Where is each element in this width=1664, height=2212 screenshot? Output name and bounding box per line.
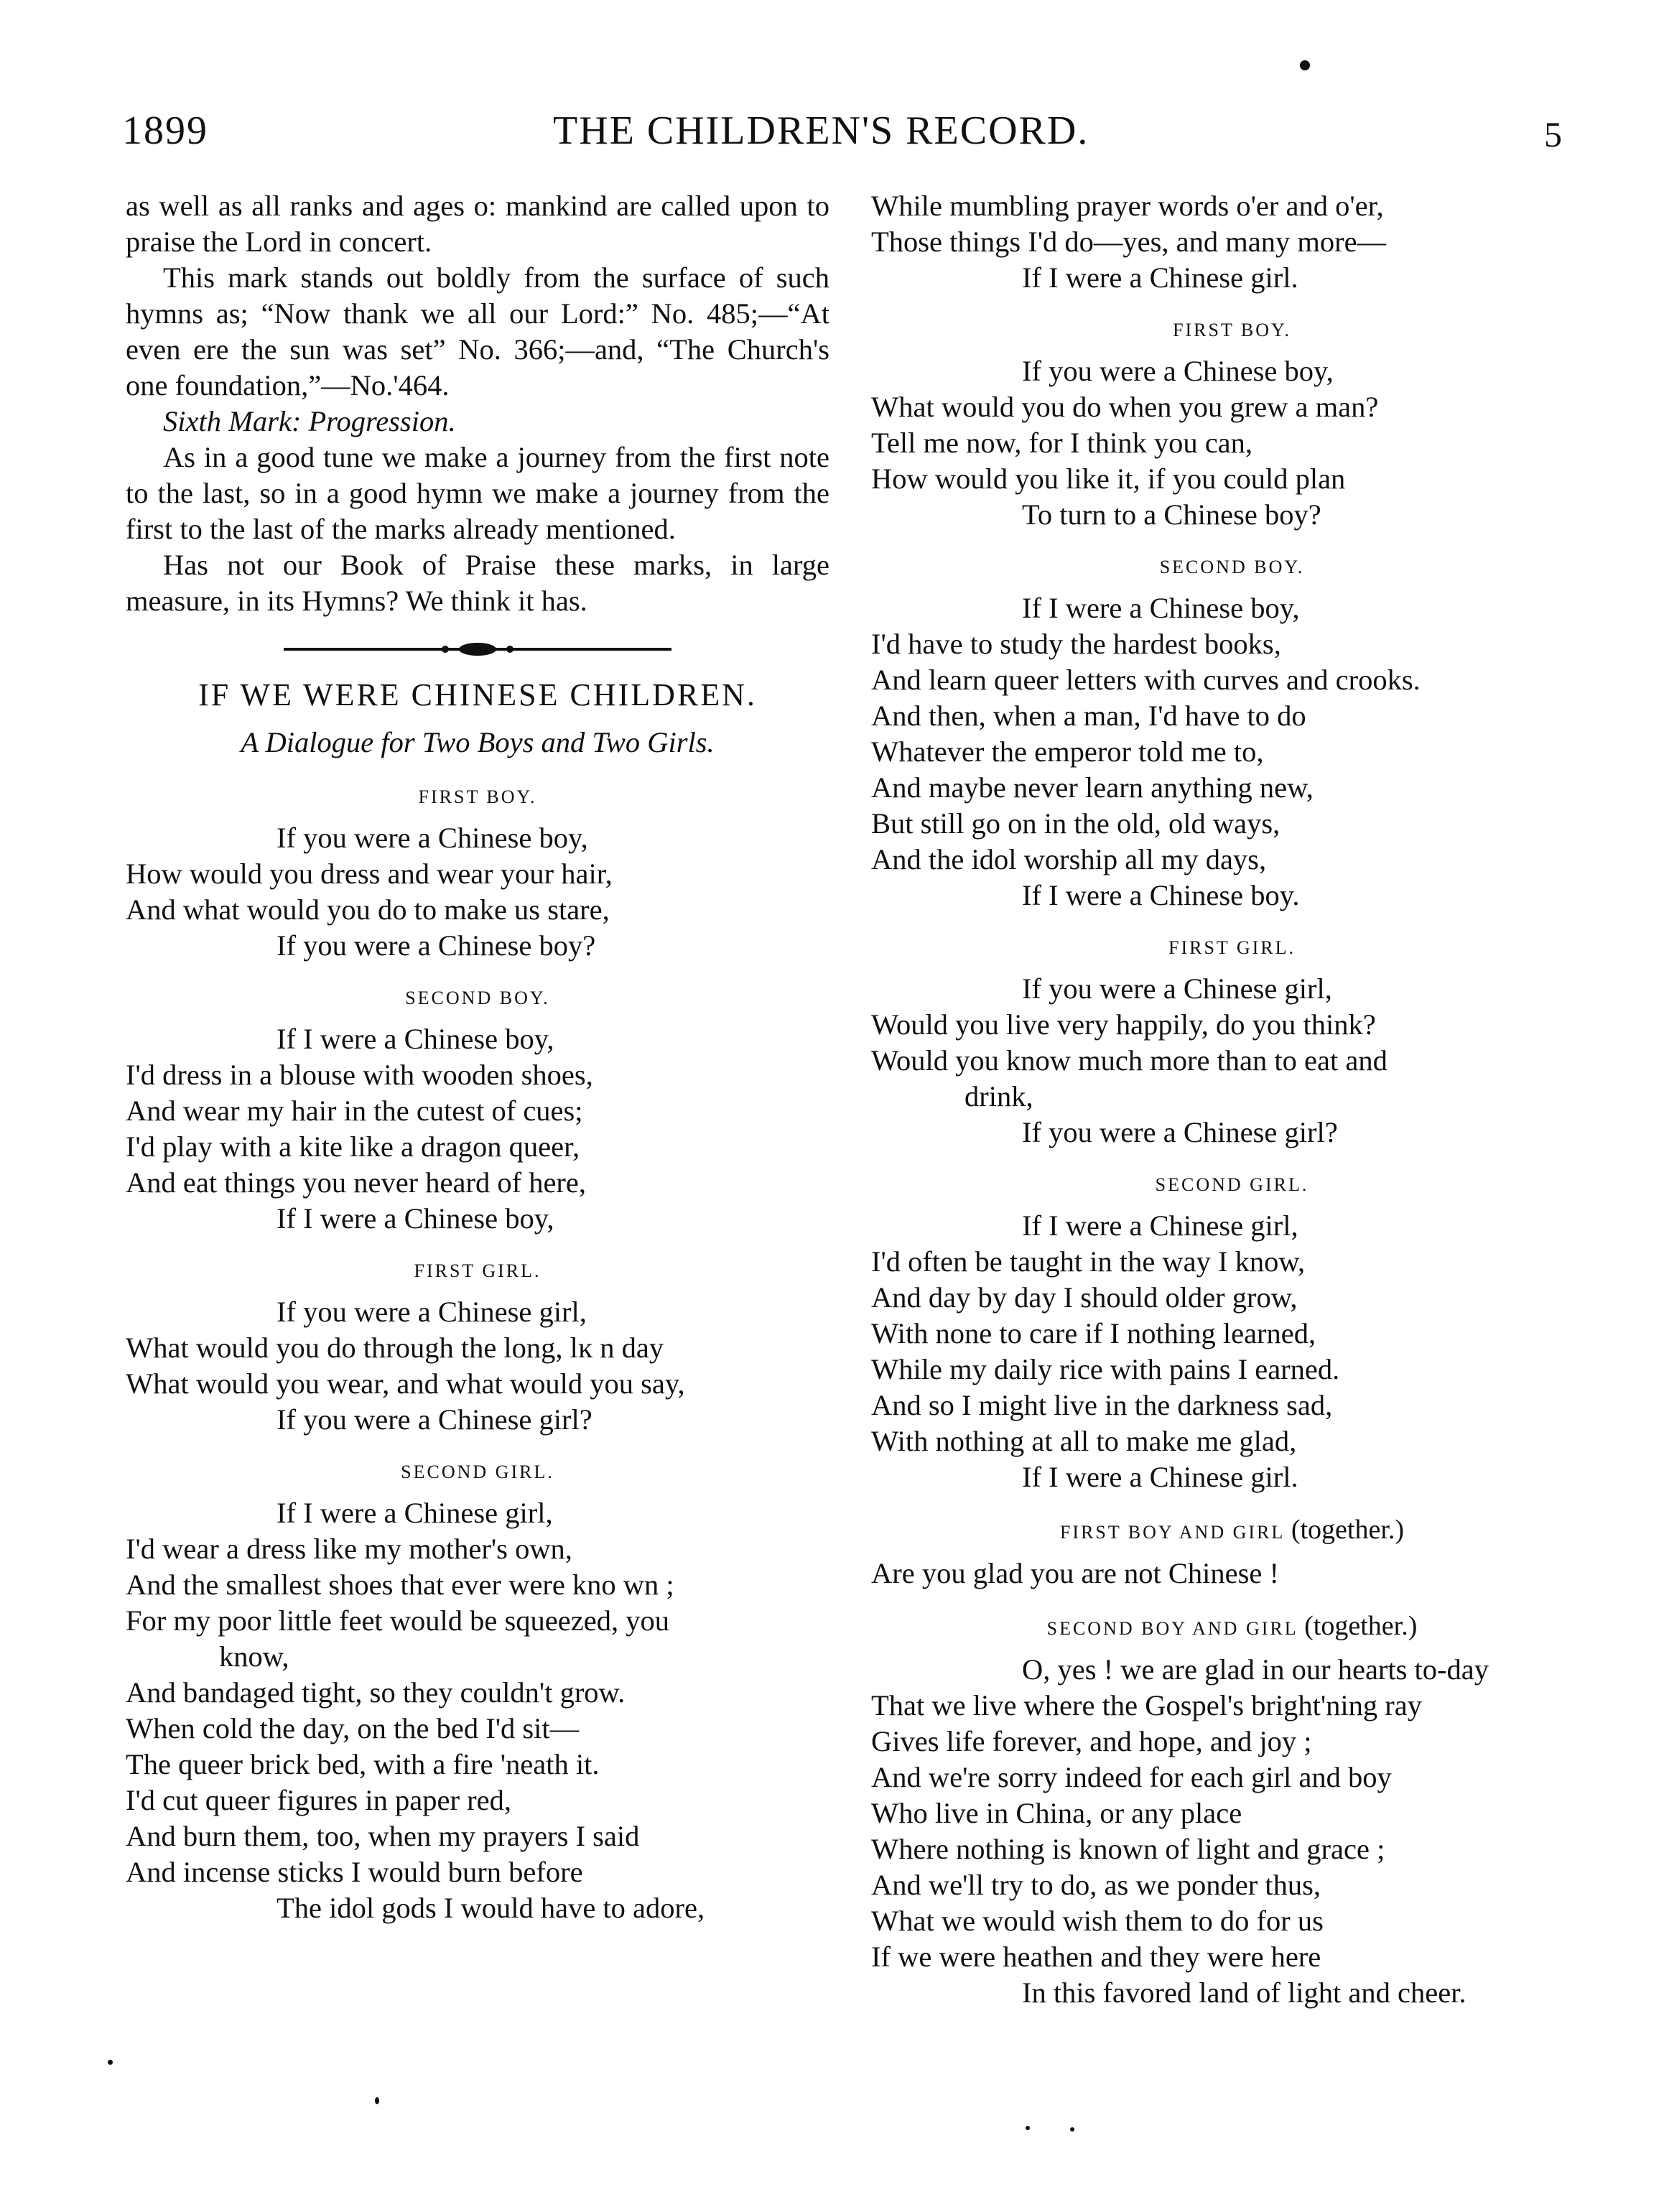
verse-line: If I were a Chinese girl,	[276, 1497, 553, 1529]
article-subtitle: A Dialogue for Two Boys and Two Girls.	[241, 726, 715, 758]
header-year: 1899	[122, 108, 208, 153]
speaker-name: SECOND GIRL.	[1155, 1174, 1309, 1195]
verse-line: Whatever the emperor told me to,	[871, 735, 1264, 768]
right-speeches	[871, 317, 1593, 2011]
verse-line: Who live in China, or any place	[871, 1797, 1242, 1829]
verse-line: And maybe never learn anything new,	[871, 771, 1314, 804]
stanza	[871, 1208, 1593, 1495]
verse-line: Are you glad you are not Chinese !	[871, 1557, 1279, 1589]
verse-line: And we're sorry indeed for each girl and boy	[871, 1761, 1392, 1793]
verse-line: If I were a Chinese boy,	[1022, 592, 1300, 624]
stanza	[126, 1021, 829, 1237]
verse-line: And bandaged tight, so they couldn't grow.	[126, 1676, 626, 1709]
speaker-name: SECOND BOY AND GIRL	[1046, 1618, 1298, 1639]
speaker-heading-first-boy	[871, 317, 1593, 343]
article-title: IF WE WERE CHINESE CHILDREN.	[198, 677, 757, 712]
verse-line: In this favored land of light and cheer.	[1022, 1976, 1467, 2009]
verse-line: Where nothing is known of light and grace ;	[871, 1833, 1385, 1865]
verse-line: And the idol worship all my days,	[871, 843, 1267, 875]
stanza	[871, 971, 1593, 1151]
verse-line: What would you do when you grew a man?	[871, 391, 1379, 423]
stanza	[126, 820, 829, 964]
ink-speck	[1300, 60, 1310, 70]
verse-line: know,	[219, 1640, 289, 1673]
verse-line: I'd wear a dress like my mother's own,	[126, 1533, 572, 1565]
verse-line: How would you dress and wear your hair,	[126, 858, 613, 890]
verse-line: drink,	[965, 1080, 1033, 1112]
speaker-name: FIRST BOY AND GIRL	[1059, 1522, 1285, 1543]
stanza	[871, 1556, 1593, 1591]
verse-line: If I were a Chinese boy,	[276, 1202, 554, 1235]
intro-heading-sixth-mark: Sixth Mark: Progression.	[163, 405, 456, 437]
verse-line: While mumbling prayer words o'er and o'er,	[871, 190, 1384, 222]
speaker-name: FIRST GIRL.	[1168, 937, 1296, 958]
running-header	[0, 108, 1664, 165]
speaker-heading-second-boy	[871, 554, 1593, 580]
page-number: 5	[1544, 114, 1562, 154]
verse-line: What we would wish them to do for us	[871, 1905, 1324, 1937]
verse-line: And learn queer letters with curves and crooks.	[871, 664, 1421, 696]
verse-line: If I were a Chinese girl.	[1022, 1461, 1298, 1493]
verse-line: While my daily rice with pains I earned.	[871, 1353, 1340, 1385]
verse-line: And incense sticks I would burn before	[126, 1856, 583, 1888]
intro-paragraph-4: Has not our Book of Praise these marks, in large measure, in its Hymns? We think it has.	[126, 549, 829, 617]
stanza	[126, 1495, 829, 1926]
speaker-heading-second-boy	[126, 985, 829, 1011]
verse-line: How would you like it, if you could plan	[871, 463, 1346, 495]
verse-line: And eat things you never heard of here,	[126, 1166, 587, 1199]
speaker-name: FIRST GIRL.	[414, 1260, 542, 1281]
verse-line: If I were a Chinese girl.	[1022, 261, 1298, 294]
header-title: THE CHILDREN'S RECORD.	[553, 108, 1089, 153]
speaker-heading-second-girl	[871, 1172, 1593, 1198]
verse-line: What would you wear, and what would you say,	[126, 1367, 685, 1400]
verse-line: Tell me now, for I think you can,	[871, 427, 1253, 459]
stanza	[871, 1652, 1593, 2011]
stanza	[126, 1294, 829, 1438]
verse-line: Those things I'd do—yes, and many more—	[871, 226, 1387, 258]
verse-line: But still go on in the old, old ways,	[871, 807, 1280, 840]
verse-line: And what would you do to make us stare,	[126, 893, 610, 926]
ink-speck	[1070, 2127, 1074, 2132]
speaker-name: SECOND BOY.	[405, 988, 550, 1008]
verse-line: If you were a Chinese girl?	[276, 1403, 592, 1436]
verse-line: And so I might live in the darkness sad,	[871, 1389, 1333, 1421]
verse-line: And we'll try to do, as we ponder thus,	[871, 1869, 1321, 1901]
stanza	[871, 353, 1593, 533]
verse-line: I'd have to study the hardest books,	[871, 628, 1281, 660]
verse-line: Would you know much more than to eat and	[871, 1044, 1388, 1077]
intro-paragraph-3: As in a good tune we make a journey from the first note to the last, so in a good hymn we make a journey from the first to the last of the marks already mentioned.	[126, 441, 829, 545]
verse-line: If you were a Chinese girl,	[276, 1296, 587, 1328]
verse-line: The idol gods I would have to adore,	[276, 1892, 705, 1924]
speaker-heading-first-girl	[871, 935, 1593, 961]
verse-line: O, yes ! we are glad in our hearts to-day	[1022, 1653, 1489, 1686]
speaker-heading-second-girl	[126, 1459, 829, 1485]
verse-line: And the smallest shoes that ever were kno wn ;	[126, 1569, 674, 1601]
verse-line: Gives life forever, and hope, and joy ;	[871, 1725, 1312, 1757]
verse-line: If you were a Chinese boy,	[276, 822, 588, 854]
verse-line: With nothing at all to make me glad,	[871, 1425, 1297, 1457]
left-speeches	[126, 784, 829, 1926]
intro-paragraph-1: as well as all ranks and ages o: mankind are called upon to praise the Lord in concert.	[126, 190, 829, 258]
verse-line: I'd cut queer figures in paper red,	[126, 1784, 511, 1816]
verse-line: And burn them, too, when my prayers I said	[126, 1820, 640, 1852]
continued-stanza	[871, 188, 1593, 296]
speaker-name: FIRST BOY.	[1173, 320, 1291, 340]
verse-line: If you were a Chinese boy?	[276, 929, 596, 962]
ink-speck	[1026, 2126, 1030, 2130]
speaker-note: (together.)	[1291, 1515, 1405, 1545]
speaker-note: (together.)	[1304, 1611, 1418, 1641]
ink-speck	[108, 2060, 113, 2065]
verse-line: If I were a Chinese girl,	[1022, 1209, 1298, 1242]
verse-line: If you were a Chinese boy,	[1022, 355, 1334, 387]
verse-line: The queer brick bed, with a fire 'neath it.	[126, 1748, 600, 1780]
verse-line: I'd play with a kite like a dragon queer,	[126, 1130, 580, 1163]
speaker-heading-first-boy	[126, 784, 829, 810]
verse-line: If we were heathen and they were here	[871, 1941, 1321, 1973]
ink-speck	[375, 2097, 379, 2104]
intro-paragraph-2: This mark stands out boldly from the surface of such hymns as; “Now thank we all our Lord:” No. 485;—“At even ere the sun was set” No. 366;—and, “The Church's one foundation,”—No.'464.	[126, 261, 829, 401]
left-column	[126, 188, 829, 1926]
speaker-name: SECOND BOY.	[1159, 557, 1305, 577]
speaker-heading-first-girl	[126, 1258, 829, 1284]
verse-line: If you were a Chinese girl?	[1022, 1116, 1338, 1148]
speaker-name: SECOND GIRL.	[401, 1462, 554, 1482]
verse-line: That we live where the Gospel's bright'ning ray	[871, 1689, 1423, 1721]
speaker-name: FIRST BOY.	[418, 786, 537, 807]
verse-line: I'd often be taught in the way I know,	[871, 1245, 1306, 1278]
verse-line: And then, when a man, I'd have to do	[871, 700, 1306, 732]
verse-line: For my poor little feet would be squeezed, you	[126, 1604, 669, 1637]
verse-line: If I were a Chinese boy.	[1022, 879, 1300, 911]
verse-line: What would you do through the long, lĸ n day	[126, 1332, 664, 1364]
verse-line: If you were a Chinese girl,	[1022, 972, 1332, 1005]
section-divider-ornament	[284, 635, 671, 664]
stanza	[871, 590, 1593, 914]
verse-line: I'd dress in a blouse with wooden shoes,	[126, 1059, 593, 1091]
verse-line: When cold the day, on the bed I'd sit—	[126, 1712, 580, 1744]
verse-line: Would you live very happily, do you think?	[871, 1008, 1376, 1041]
verse-line: If I were a Chinese boy,	[276, 1023, 554, 1055]
right-column	[871, 188, 1593, 2011]
verse-line: With none to care if I nothing learned,	[871, 1317, 1316, 1349]
verse-line: To turn to a Chinese boy?	[1022, 498, 1321, 531]
speaker-heading-first-boy-and-girl	[871, 1517, 1593, 1546]
verse-line: And day by day I should older grow,	[871, 1281, 1298, 1314]
verse-line: And wear my hair in the cutest of cues;	[126, 1095, 583, 1127]
speaker-heading-second-boy-and-girl	[871, 1613, 1593, 1642]
